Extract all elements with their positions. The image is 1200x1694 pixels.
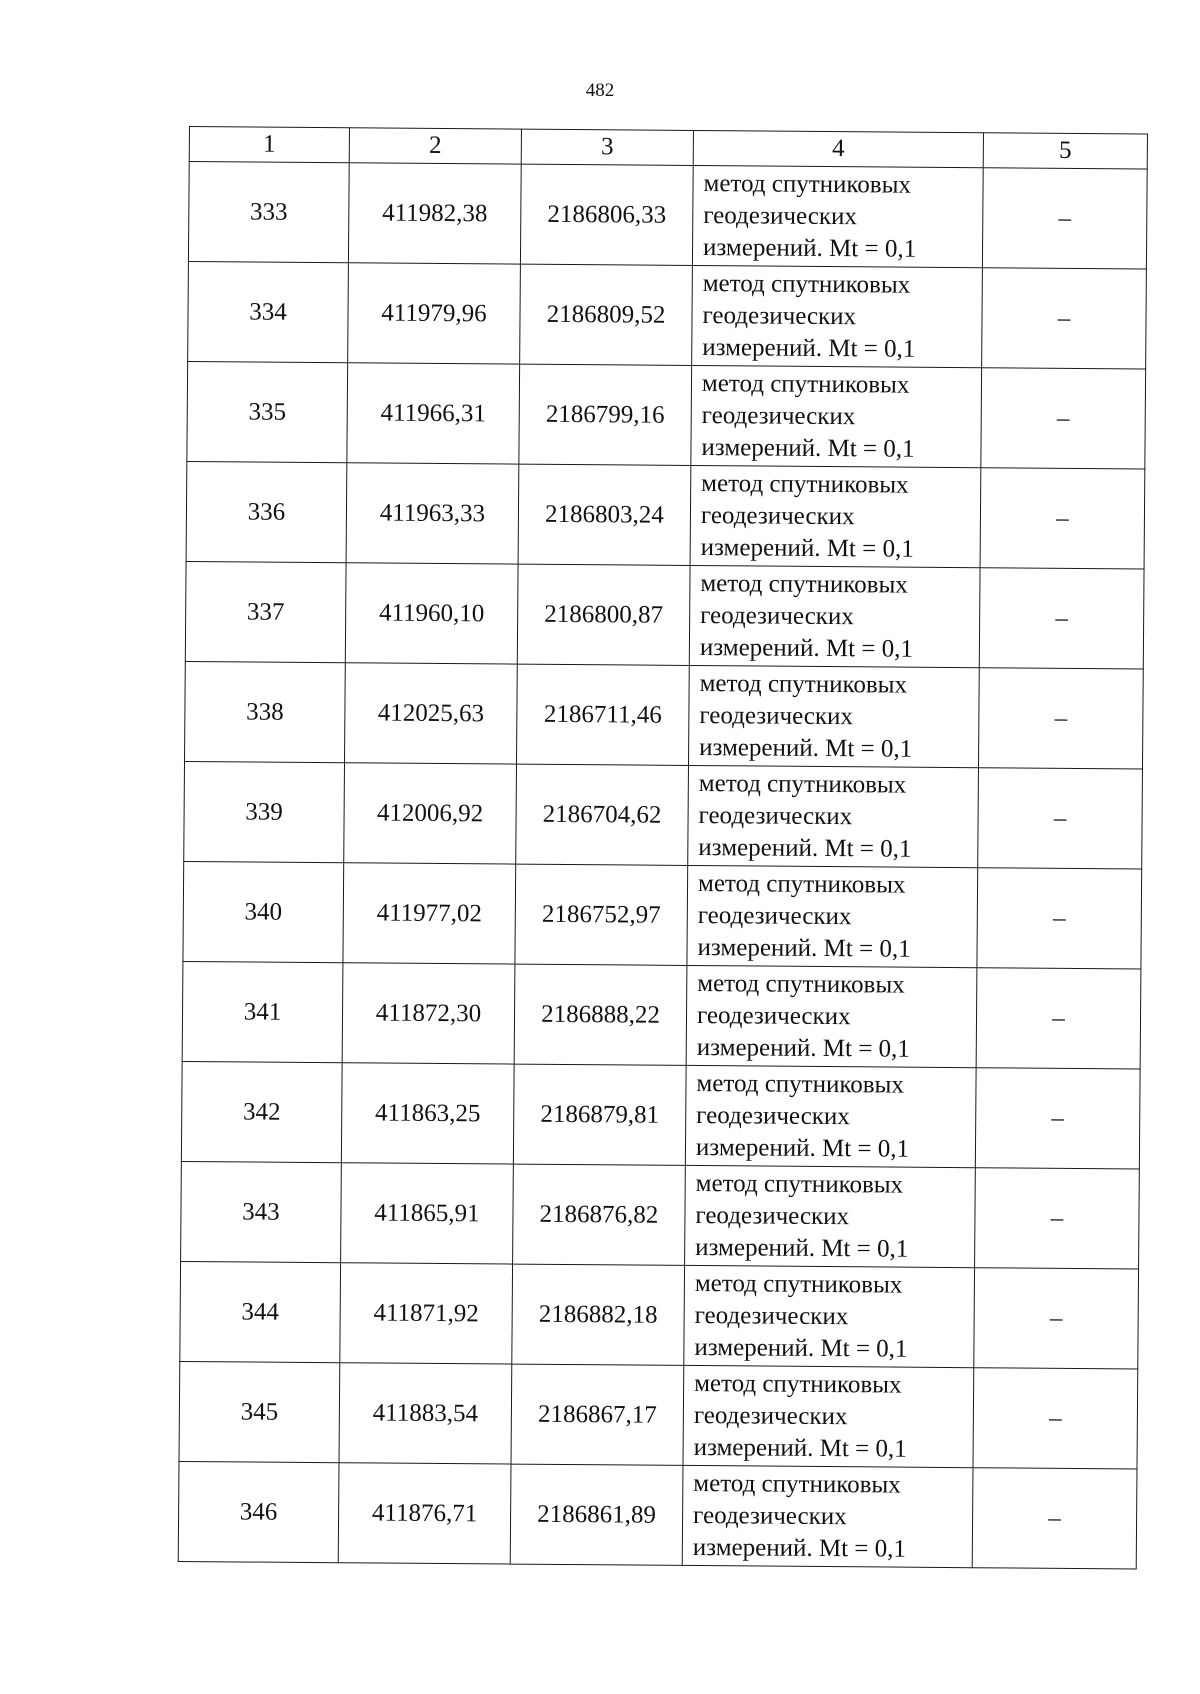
x-coordinate-cell: 411876,71 [338, 1463, 511, 1564]
table-row [178, 1461, 1137, 1569]
method-cell [692, 265, 983, 367]
method-line: измерений. Mt = 0,1 [702, 333, 916, 363]
table-row [180, 1261, 1139, 1369]
method-cell [684, 1265, 975, 1367]
method-line: метод спутниковых [702, 269, 911, 299]
table-row [181, 1061, 1140, 1169]
point-number-cell: 337 [185, 561, 346, 662]
method-line: измерений. Mt = 0,1 [694, 1333, 908, 1363]
y-coordinate-cell: 2186799,16 [519, 364, 692, 465]
method-cell [692, 165, 983, 267]
x-coordinate-cell: 412025,63 [345, 663, 518, 764]
x-coordinate-cell: 411872,30 [342, 963, 515, 1064]
table-row [185, 661, 1144, 769]
method-line: метод спутниковых [697, 969, 905, 999]
note-cell: – [972, 1468, 1137, 1569]
method-line: метод спутниковых [694, 1369, 902, 1399]
method-line: геодезических [696, 1101, 850, 1130]
method-line: метод спутниковых [696, 1069, 905, 1099]
table-row [188, 162, 1147, 270]
note-cell: – [973, 1368, 1138, 1469]
method-cell [686, 965, 977, 1067]
point-number-cell: 342 [181, 1061, 342, 1162]
column-header: 1 [189, 127, 349, 163]
method-line: геодезических [698, 801, 853, 830]
point-number-cell: 343 [181, 1161, 342, 1262]
note-cell: – [982, 168, 1147, 269]
method-cell [688, 765, 979, 867]
note-cell: – [975, 1068, 1140, 1169]
y-coordinate-cell: 2186867,17 [511, 1364, 684, 1465]
method-line: метод спутниковых [698, 769, 907, 799]
method-line: измерений. Mt = 0,1 [698, 833, 912, 863]
point-number-cell: 334 [188, 261, 349, 362]
method-line: геодезических [699, 701, 854, 730]
table-row [188, 261, 1147, 369]
column-header: 3 [521, 129, 693, 165]
point-number-cell: 345 [179, 1361, 340, 1462]
point-number-cell: 339 [184, 761, 345, 862]
method-line: метод спутниковых [699, 669, 908, 699]
point-number-cell: 341 [182, 961, 343, 1062]
method-line: метод спутниковых [695, 1169, 904, 1199]
table-row [183, 861, 1142, 969]
method-line: измерений. Mt = 0,1 [692, 1533, 907, 1563]
x-coordinate-cell: 411982,38 [348, 163, 521, 264]
x-coordinate-cell: 411979,96 [348, 263, 521, 364]
method-cell [688, 665, 979, 767]
method-cell [691, 365, 982, 467]
x-coordinate-cell: 411977,02 [343, 863, 516, 964]
x-coordinate-cell: 411865,91 [341, 1163, 514, 1264]
y-coordinate-cell: 2186809,52 [520, 264, 693, 365]
y-coordinate-cell: 2186806,33 [520, 164, 693, 265]
x-coordinate-cell: 412006,92 [344, 763, 517, 864]
method-line: измерений. Mt = 0,1 [699, 733, 913, 763]
method-cell [685, 1165, 976, 1267]
method-line: геодезических [693, 1401, 848, 1430]
method-line: метод спутниковых [701, 469, 909, 499]
method-line: геодезических [697, 901, 852, 930]
method-cell [685, 1065, 976, 1167]
point-number-cell: 333 [188, 162, 349, 263]
table-row [184, 761, 1143, 869]
method-cell [689, 565, 980, 667]
method-cell [683, 1365, 974, 1467]
point-number-cell: 336 [186, 461, 347, 562]
method-line: измерений. Mt = 0,1 [701, 433, 915, 463]
table-row [181, 1161, 1140, 1269]
method-line: геодезических [700, 501, 855, 530]
note-cell: – [978, 768, 1143, 869]
y-coordinate-cell: 2186876,82 [513, 1164, 686, 1265]
y-coordinate-cell: 2186704,62 [516, 764, 689, 865]
note-cell: – [982, 268, 1147, 369]
table-row [186, 461, 1145, 569]
point-number-cell: 335 [187, 361, 348, 462]
method-line: метод спутниковых [701, 369, 910, 399]
method-line: геодезических [701, 401, 856, 430]
method-line: измерений. Mt = 0,1 [695, 1133, 910, 1163]
note-cell: – [977, 868, 1142, 969]
page-number: 482 [585, 80, 615, 101]
method-line: измерений. Mt = 0,1 [697, 933, 911, 963]
column-header: 5 [983, 133, 1147, 169]
coordinates-table [178, 126, 1148, 1569]
column-header: 2 [349, 128, 521, 164]
method-cell [687, 865, 978, 967]
point-number-cell: 346 [178, 1461, 339, 1562]
method-line: измерений. Mt = 0,1 [702, 233, 917, 263]
method-line: геодезических [696, 1001, 851, 1030]
method-line: измерений. Mt = 0,1 [699, 633, 914, 663]
table-row [187, 361, 1146, 469]
method-line: геодезических [695, 1201, 850, 1230]
x-coordinate-cell: 411863,25 [341, 1063, 514, 1164]
method-line: метод спутниковых [693, 1469, 901, 1499]
table-body [178, 162, 1147, 1569]
column-header: 4 [693, 130, 983, 167]
method-line: измерений. Mt = 0,1 [695, 1233, 909, 1263]
method-line: геодезических [694, 1301, 849, 1330]
table-row [179, 1361, 1138, 1469]
method-cell [690, 465, 981, 567]
y-coordinate-cell: 2186888,22 [514, 964, 687, 1065]
y-coordinate-cell: 2186752,97 [515, 864, 688, 965]
method-cell [682, 1465, 973, 1567]
note-cell: – [974, 1268, 1139, 1369]
table-row [185, 561, 1144, 669]
note-cell: – [975, 1168, 1140, 1269]
method-line: метод спутниковых [697, 869, 906, 899]
y-coordinate-cell: 2186882,18 [512, 1264, 685, 1365]
note-cell: – [981, 368, 1146, 469]
table-row [182, 961, 1141, 1069]
x-coordinate-cell: 411883,54 [339, 1363, 512, 1464]
method-line: измерений. Mt = 0,1 [696, 1033, 910, 1063]
method-line: метод спутниковых [694, 1269, 903, 1299]
method-line: геодезических [693, 1501, 847, 1530]
method-line: геодезических [702, 301, 857, 330]
method-line: геодезических [700, 601, 854, 630]
note-cell: – [980, 468, 1145, 569]
method-line: измерений. Mt = 0,1 [700, 533, 914, 563]
note-cell: – [979, 568, 1144, 669]
point-number-cell: 344 [180, 1261, 341, 1362]
note-cell: – [978, 668, 1143, 769]
x-coordinate-cell: 411960,10 [345, 563, 518, 664]
method-line: метод спутниковых [700, 569, 908, 599]
x-coordinate-cell: 411966,31 [347, 363, 520, 464]
y-coordinate-cell: 2186861,89 [510, 1464, 683, 1565]
point-number-cell: 338 [185, 661, 346, 762]
point-number-cell: 340 [183, 861, 344, 962]
y-coordinate-cell: 2186800,87 [517, 564, 690, 665]
x-coordinate-cell: 411963,33 [346, 463, 519, 564]
method-line: геодезических [703, 201, 858, 230]
y-coordinate-cell: 2186803,24 [518, 464, 691, 565]
method-line: метод спутниковых [703, 169, 912, 199]
y-coordinate-cell: 2186879,81 [513, 1064, 686, 1165]
note-cell: – [976, 968, 1141, 1069]
x-coordinate-cell: 411871,92 [340, 1263, 513, 1364]
method-line: измерений. Mt = 0,1 [693, 1433, 907, 1463]
y-coordinate-cell: 2186711,46 [516, 664, 689, 765]
